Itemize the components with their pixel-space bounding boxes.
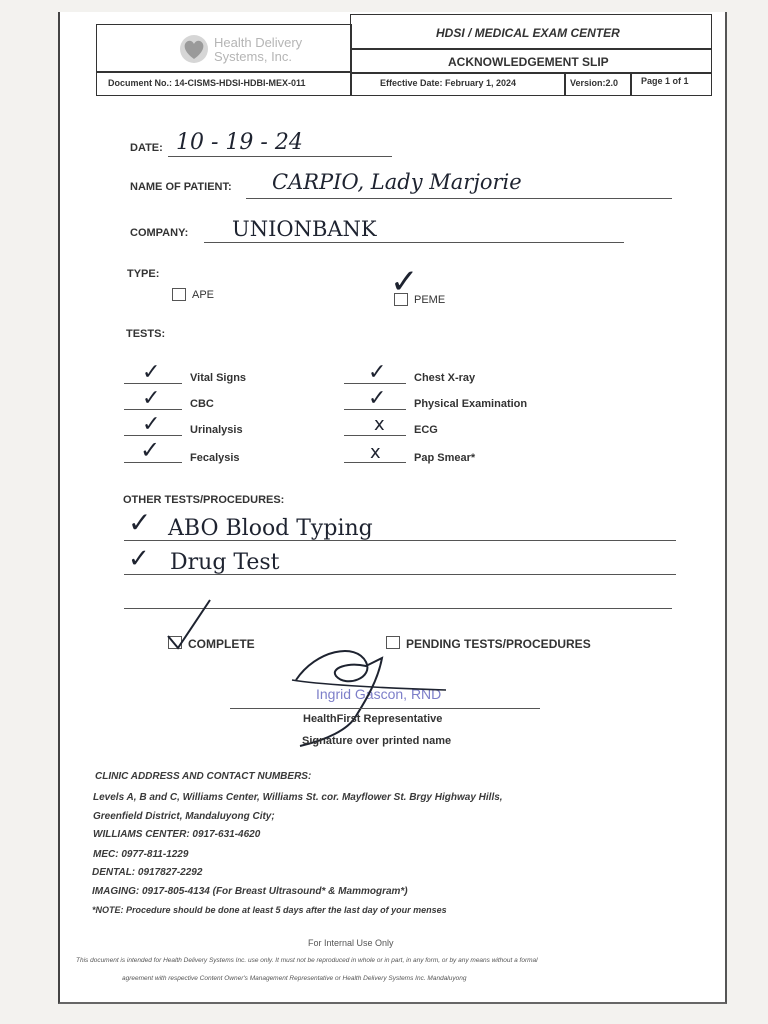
- internal-use-label: For Internal Use Only: [308, 938, 394, 948]
- company-value: UNIONBANK: [232, 217, 377, 241]
- cbc-mark: ✓: [142, 386, 161, 411]
- urinalysis-label: Urinalysis: [190, 424, 243, 436]
- date-label: DATE:: [130, 142, 163, 154]
- dental-number: DENTAL: 0917827-2292: [92, 867, 203, 878]
- physical-exam-mark: ✓: [368, 386, 387, 411]
- logo-text: Health Delivery Systems, Inc.: [214, 35, 303, 64]
- pap-smear-label: Pap Smear*: [414, 452, 476, 464]
- date-line: [168, 156, 392, 157]
- address-line-1: Levels A, B and C, Williams Center, Williams St. cor. Mayflower St. Brgy Highway Hills,: [93, 792, 503, 803]
- contact-heading: CLINIC ADDRESS AND CONTACT NUMBERS:: [95, 771, 312, 782]
- chest-xray-mark: ✓: [368, 360, 387, 385]
- patient-value: CARPIO, Lady Marjorie: [272, 170, 522, 194]
- header-subtitle: ACKNOWLEDGEMENT SLIP: [448, 55, 609, 69]
- fecalysis-label: Fecalysis: [190, 452, 240, 464]
- pap-smear-mark: x: [370, 442, 381, 463]
- other-item-2: Drug Test: [170, 550, 280, 575]
- header-title: HDSI / MEDICAL EXAM CENTER: [436, 26, 620, 40]
- williams-center: WILLIAMS CENTER: 0917-631-4620: [93, 829, 261, 840]
- footer-disclaimer-1: This document is intended for Health Delivery Systems Inc. use only. It must not be reproduced in whole or in part, in any form, or by any means without a formal: [76, 957, 538, 964]
- cbc-label: CBC: [190, 398, 214, 410]
- type-label: TYPE:: [127, 268, 160, 280]
- other-2-check-icon: ✓: [128, 544, 150, 574]
- version: Version:2.0: [570, 78, 619, 88]
- company-line: [204, 242, 624, 243]
- other-tests-label: OTHER TESTS/PROCEDURES:: [123, 494, 285, 506]
- date-value: 10 - 19 - 24: [176, 130, 303, 155]
- address-line-2: Greenfield District, Mandaluyong City;: [93, 811, 275, 822]
- patient-line: [246, 198, 672, 199]
- page-number: Page 1 of 1: [641, 76, 689, 86]
- signature-line: [230, 708, 540, 709]
- peme-label: PEME: [414, 294, 446, 306]
- ecg-mark: x: [374, 414, 385, 435]
- tests-label: TESTS:: [126, 328, 166, 340]
- ape-checkbox[interactable]: [172, 288, 186, 301]
- vital-signs-mark: ✓: [142, 360, 161, 385]
- document-header: [96, 14, 712, 96]
- other-item-1: ABO Blood Typing: [168, 516, 373, 541]
- ape-label: APE: [192, 289, 215, 301]
- effective-date: Effective Date: February 1, 2024: [380, 78, 517, 88]
- chest-xray-label: Chest X-ray: [414, 372, 476, 384]
- physical-exam-label: Physical Examination: [414, 398, 528, 410]
- menses-note: *NOTE: Procedure should be done at least 5 days after the last day of your menses: [92, 905, 447, 915]
- other-1-check-icon: ✓: [128, 506, 152, 539]
- test-line: [344, 435, 406, 436]
- signature-stamp: Ingrid Gascon, RND: [316, 686, 442, 702]
- signature-label: Signature over printed name: [302, 735, 452, 747]
- representative-label: HealthFirst Representative: [303, 713, 443, 725]
- fecalysis-mark: ✓: [140, 436, 161, 464]
- pending-label: PENDING TESTS/PROCEDURES: [406, 637, 591, 651]
- company-logo-icon: [176, 32, 212, 66]
- mec-number: MEC: 0977-811-1229: [93, 849, 189, 860]
- footer-disclaimer-2: agreement with respective Content Owner's Management Representative or Health Delivery Systems Inc. Mandaluyong: [122, 975, 467, 982]
- document-number: Document No.: 14-CISMS-HDSI-HDBI-MEX-011: [108, 78, 306, 88]
- vital-signs-label: Vital Signs: [190, 372, 247, 384]
- patient-label: NAME OF PATIENT:: [130, 181, 232, 193]
- imaging-number: IMAGING: 0917-805-4134 (For Breast Ultrasound* & Mammogram*): [92, 886, 408, 897]
- urinalysis-mark: ✓: [142, 412, 161, 437]
- company-label: COMPANY:: [130, 227, 189, 239]
- peme-check-icon: ✓: [390, 262, 419, 302]
- ecg-label: ECG: [414, 424, 438, 436]
- complete-label: COMPLETE: [188, 637, 255, 651]
